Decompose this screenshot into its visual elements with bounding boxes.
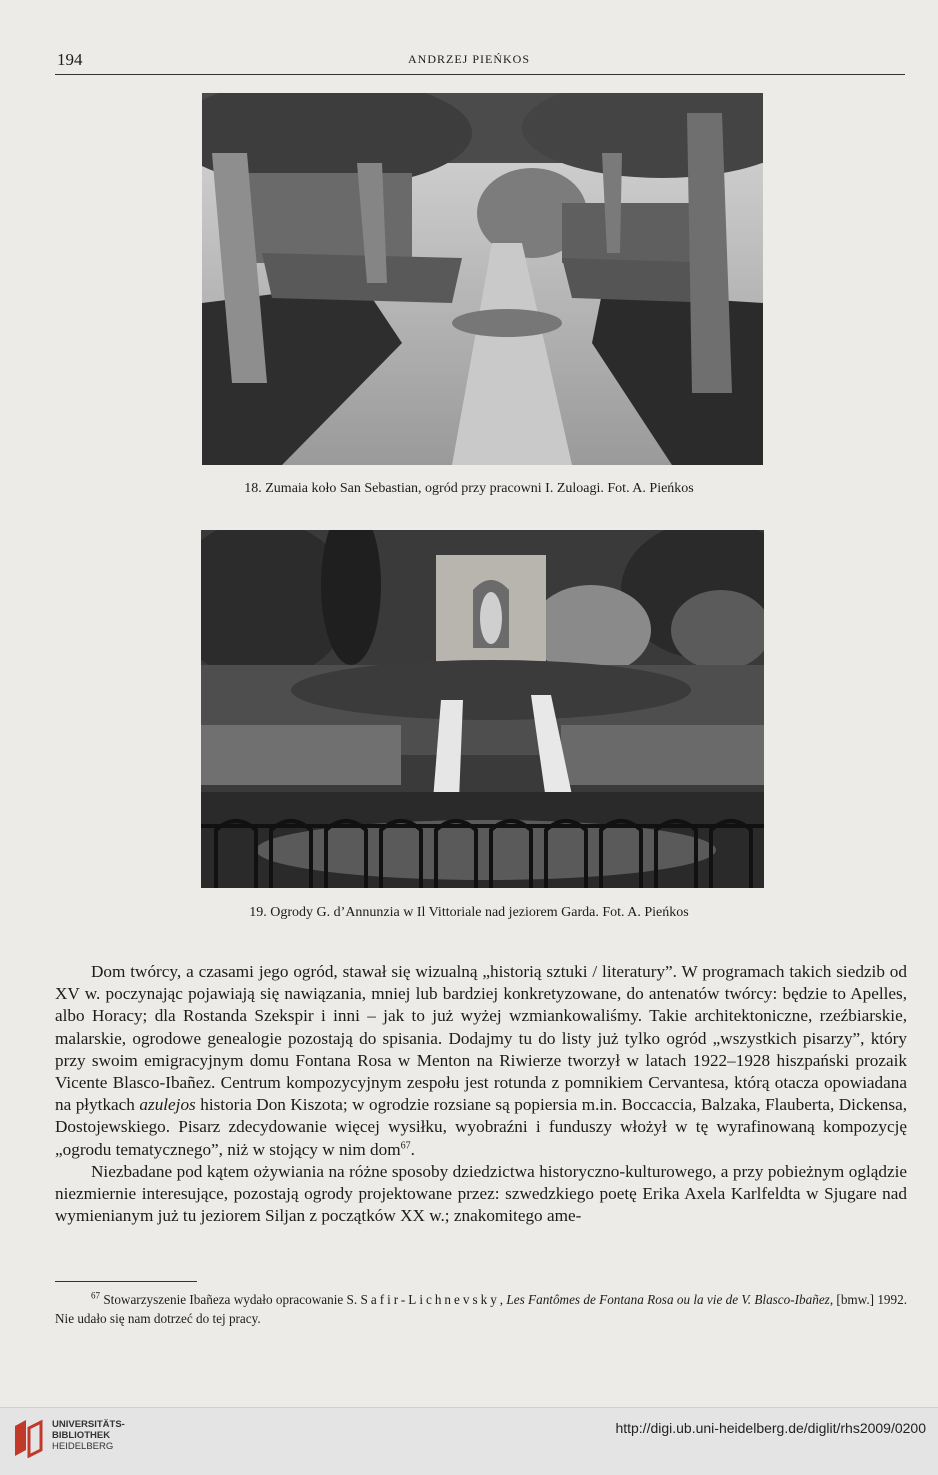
figure-19-caption: 19. Ogrody G. d’Annunzia w Il Vittoriale nad jeziorem Garda. Fot. A. Pieńkos xyxy=(249,905,689,920)
header-rule xyxy=(55,74,905,75)
source-url-link[interactable]: http://digi.ub.uni-heidelberg.de/diglit/rhs2009/0200 xyxy=(615,1420,926,1436)
running-head: ANDRZEJ PIEŃKOS xyxy=(407,52,530,66)
library-name: UNIVERSITÄTS- BIBLIOTHEK HEIDELBERG xyxy=(52,1419,125,1452)
paragraph-2: Niezbadane pod kątem ożywiania na różne sposoby dziedzictwa historyczno-kulturowego, a przy pobieżnym oglądzie niezmiernie interesujące, pozostają ogrody projektowane przez: szwedzkiego poetę Erika Axela Karlfeldta w Sjugare nad wymienianym już tu jeziorem Siljan z początków XX w.; znakomitego ame- xyxy=(55,1161,907,1226)
photo-zumaia-garden xyxy=(202,93,763,465)
footnote-ref[interactable]: 67 xyxy=(400,1139,411,1151)
digitization-footer xyxy=(0,1407,938,1475)
paragraph-1: Dom twórcy, a czasami jego ogród, stawał się wizualną „historią sztuki / literatury”. W programach takich siedzib od XV w. poczynając pojawiają się nawiązania, mniej lub bardziej konkretyzowane, do antenatów twórcy: będzie to Apelles, albo Horacy; dla Rostanda Szekspir i inni – jak to już wyżej wzmiankowaliśmy. Takie architektoniczne, rzeźbiarskie, malarskie, ogrodowe genealogie pozostają do spisania. Dodajmy tu do listy już tylko ogród „wszystkich pisarzy”, który przy swoim emigracyjnym domu Fontana Rosa w Menton na Riwierze tworzył w latach 1922–1928 hiszpański prozaik Vicente Blasco-Ibañez. Centrum kompozycyjnym zespołu jest rotunda z pomnikiem Cervantesa, którą otacza opowiadana na płytkach azulejos historia Don Kiszota; w ogrodzie rozsiane są popiersia m.in. Boccaccia, Balzaka, Flauberta, Dickensa, Dostojewskiego. Pisarz zdecydowanie więcej wysiłku, wyobraźni i funduszy włożył w tę wyrafinowaną kompozycję „ogrodu tematycznego”, niż w stojący w nim dom$^{67}$. xyxy=(55,962,908,1159)
page-number: 194 xyxy=(57,50,83,69)
library-logo-icon xyxy=(12,1418,44,1458)
footnote-rule xyxy=(55,1281,197,1282)
footnote-67: $^{67}$ Stowarzyszenie Ibañeza wydało opracowanie S. Safir-Lichnevsky, Les Fantômes de Fontana Rosa ou la vie de V. Blasco-Ibañez, [bmw.] 1992. Nie udało się nam dotrzeć do tej pracy. xyxy=(55,1290,908,1326)
photo-vittoriale-fountain xyxy=(201,530,764,888)
figure-18-caption: 18. Zumaia koło San Sebastian, ogród przy pracowni I. Zuloagi. Fot. A. Pieńkos xyxy=(244,481,694,496)
body-text xyxy=(55,961,907,1227)
